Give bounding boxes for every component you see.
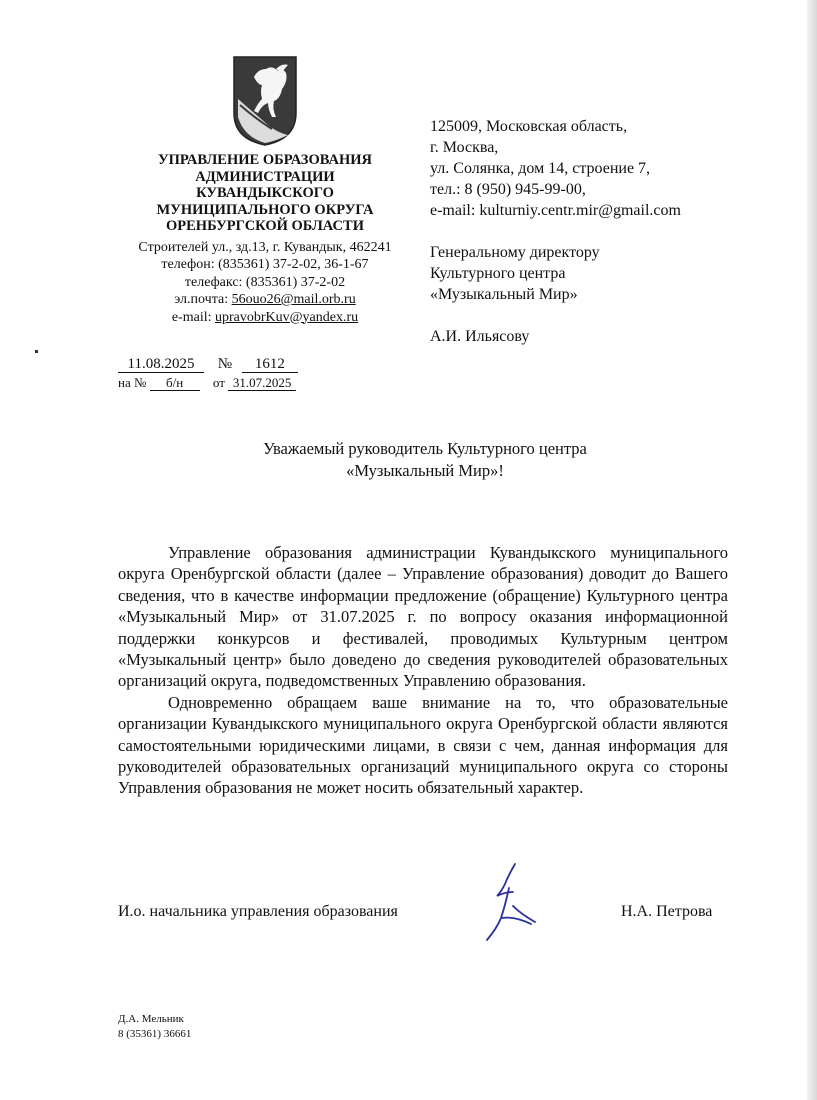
handwritten-signature-icon — [475, 862, 545, 944]
sender-fax: телефакс: (835361) 37-2-02 — [184, 274, 346, 290]
recipient-block — [430, 116, 760, 347]
recipient-email: e-mail: kulturniy.centr.mir@gmail.com — [430, 202, 681, 219]
signatory-title: И.о. начальника управления образования — [118, 903, 398, 920]
reference-number: б/н — [150, 375, 200, 391]
body-paragraph: Управление образования администрации Кувандыкского муниципального округа Оренбургской области (далее – Управление образования) доводит до Вашего сведения, что в качестве информации предложение (обращение) Культурного центра «Музыкальный Мир» от 31.07.2025 г. по вопросу оказания информационной поддержки конкурсов и фестивалей, проводимых Культурным центром «Музыкальный центр» было доведено до сведения руководителей образовательных организаций округа, подведомственных Управлению образования. — [118, 543, 728, 691]
sender-organization-name — [112, 152, 418, 235]
outgoing-date: 11.08.2025 — [118, 357, 204, 373]
sender-email-1-label: эл.почта: — [174, 292, 232, 307]
sender-phone: телефон: (835361) 37-2-02, 36-1-67 — [161, 257, 369, 272]
salutation-line-2: «Музыкальный Мир»! — [346, 461, 504, 480]
sender-email-2-label: e-mail: — [171, 309, 215, 325]
sender-organization-block — [112, 152, 418, 326]
body-paragraph: Одновременно обращаем ваше внимание на то, что образовательные организации Кувандыкского муниципального округа Оренбургской области являются самостоятельными юридическими лицами, в связи с чем, данная информация для руководителей образовательных организаций муниципального округа со стороны Управления образования не может носить обязательный характер. — [118, 692, 728, 798]
recipient-name: А.И. Ильясову — [430, 328, 530, 345]
outgoing-number: 1612 — [242, 357, 298, 373]
executor-phone: 8 (35361) 36661 — [118, 1028, 192, 1040]
org-name-line: УПРАВЛЕНИЕ ОБРАЗОВАНИЯ — [157, 152, 372, 168]
reference-date: 31.07.2025 — [228, 375, 296, 391]
outgoing-registration-line — [118, 356, 298, 373]
recipient-address-line: тел.: 8 (950) 945-99-00, — [430, 181, 586, 198]
sender-contacts — [112, 239, 418, 327]
signatory-name: Н.А. Петрова — [621, 903, 713, 920]
sender-email-2-row — [112, 309, 418, 327]
salutation — [160, 438, 690, 482]
org-name-line: МУНИЦИПАЛЬНОГО ОКРУГА — [156, 201, 374, 218]
recipient-address-line: ул. Солянка, дом 14, строение 7, — [430, 160, 651, 177]
number-label: № — [217, 356, 233, 372]
reference-date-label: от — [212, 375, 225, 390]
org-name-line: ОРЕНБУРГСКОЙ ОБЛАСТИ — [166, 218, 364, 234]
org-name-line: АДМИНИСТРАЦИИ — [195, 168, 335, 185]
sender-email-2-link[interactable]: upravobrKuv@yandex.ru — [215, 309, 359, 325]
recipient-position-line: Генеральному директору — [430, 244, 600, 261]
sender-address: Строителей ул., зд.13, г. Кувандык, 462241 — [138, 239, 392, 255]
recipient-address-line: г. Москва, — [430, 139, 499, 156]
page-edge-shadow — [807, 0, 817, 1100]
letter-body — [118, 542, 728, 799]
sender-email-1-row — [112, 291, 418, 309]
recipient-address-line: 125009, Московская область, — [430, 118, 628, 135]
coat-of-arms-emblem — [232, 55, 298, 147]
reference-registration-line — [118, 375, 296, 391]
sender-email-1-link[interactable]: 56ouo26@mail.orb.ru — [231, 292, 356, 307]
org-name-line: КУВАНДЫКСКОГО — [196, 185, 334, 201]
executor-block — [118, 1012, 191, 1042]
scan-dot — [35, 350, 38, 353]
recipient-position-line: Культурного центра — [430, 265, 566, 282]
reference-number-label: на № — [118, 375, 147, 390]
salutation-line-1: Уважаемый руководитель Культурного центра — [263, 439, 587, 458]
recipient-position-line: «Музыкальный Мир» — [430, 286, 578, 303]
executor-name: Д.А. Мельник — [118, 1013, 184, 1025]
